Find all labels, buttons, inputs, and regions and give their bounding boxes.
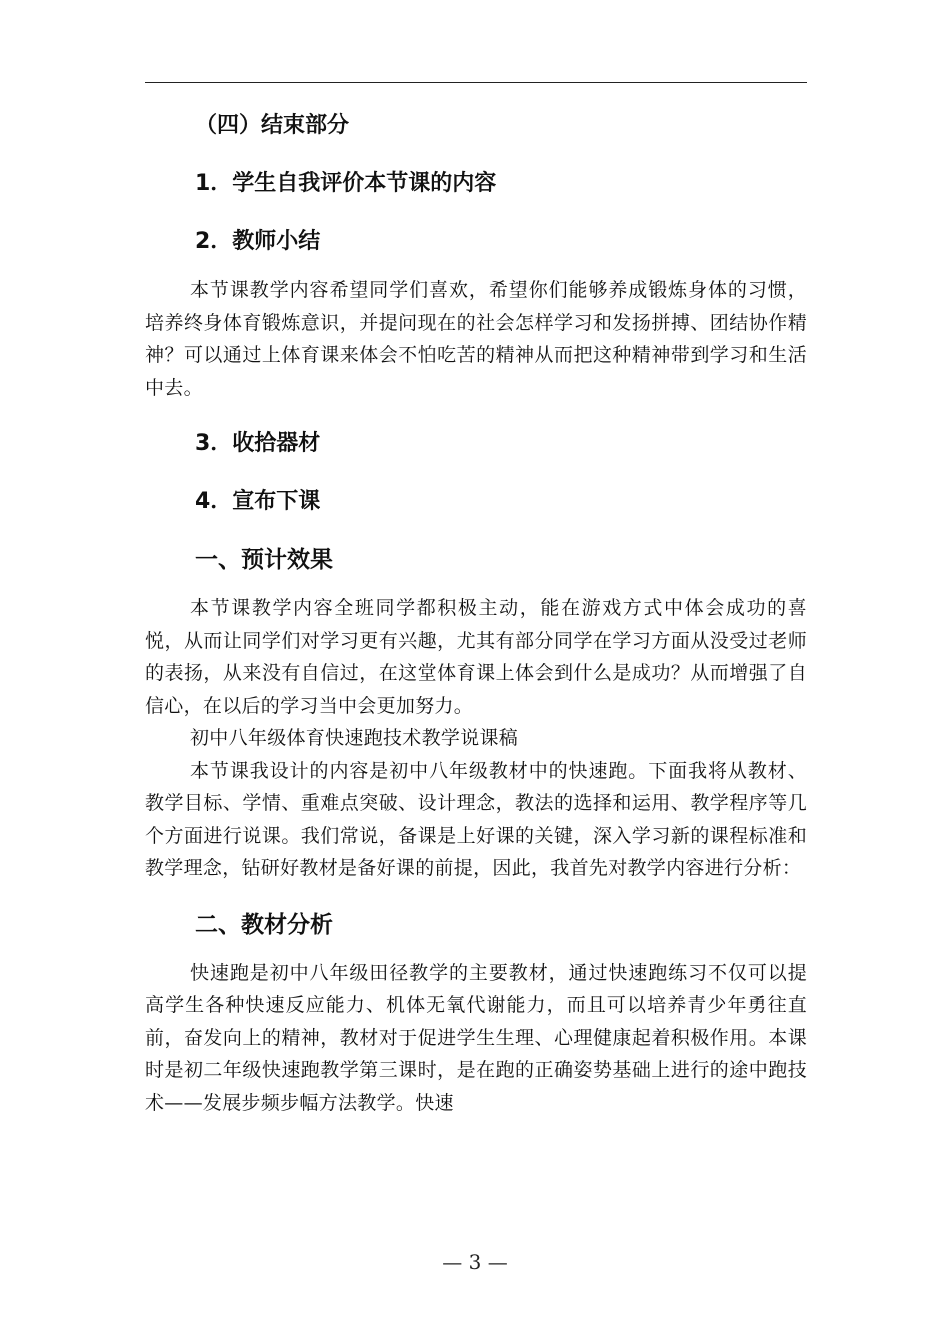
item-3: 3．收拾器材 xyxy=(195,431,321,456)
heading-expected-effect: 一、预计效果 xyxy=(195,547,333,573)
effect-paragraph: 本节课教学内容全班同学都积极主动，能在游戏方式中体会成功的喜悦，从而让同学们对学习更有兴趣，尤其有部分同学在学习方面从没受过老师的表扬，从来没有自信过，在这堂体育课上体会到什么是成功？从而增强了自信心，在以后的学习当中会更加努力。 xyxy=(145,597,807,717)
item-1: 1．学生自我评价本节课的内容 xyxy=(195,171,497,196)
document-title-line: 初中八年级体育快速跑技术教学说课稿 xyxy=(190,727,519,749)
summary-paragraph: 本节课教学内容希望同学们喜欢，希望你们能够养成锻炼身体的习惯，培养终身体育锻炼意识，并提问现在的社会怎样学习和发扬拼搏、团结协作精神？可以通过上体育课来体会不怕吃苦的精神从而把这种精神带到学习和生活中去。 xyxy=(145,279,807,399)
page-number: — 3 — xyxy=(442,1250,508,1274)
heading-material-analysis: 二、教材分析 xyxy=(195,911,333,938)
intro-paragraph: 本节课我设计的内容是初中八年级教材中的快速跑。下面我将从教材、教学目标、学情、重难点突破、设计理念，教法的选择和运用、教学程序等几个方面进行说课。我们常说，备课是上好课的关键，深入学习新的课程标准和教学理念，钻研好教材是备好课的前提，因此，我首先对教学内容进行分析： xyxy=(145,759,807,879)
item-4: 4．宣布下课 xyxy=(195,489,321,514)
part4-heading: （四）结束部分 xyxy=(195,113,350,138)
page-content xyxy=(145,110,807,1119)
header-rule xyxy=(145,82,807,83)
analysis-paragraph: 快速跑是初中八年级田径教学的主要教材，通过快速跑练习不仅可以提高学生各种快速反应能力、机体无氧代谢能力，而且可以培养青少年勇往直前，奋发向上的精神，教材对于促进学生生理、心理健康起着积极作用。本课时是初二年级快速跑教学第三课时，是在跑的正确姿势基础上进行的途中跑技术——发展步频步幅方法教学。快速 xyxy=(145,961,807,1114)
item-2: 2．教师小结 xyxy=(195,229,321,254)
